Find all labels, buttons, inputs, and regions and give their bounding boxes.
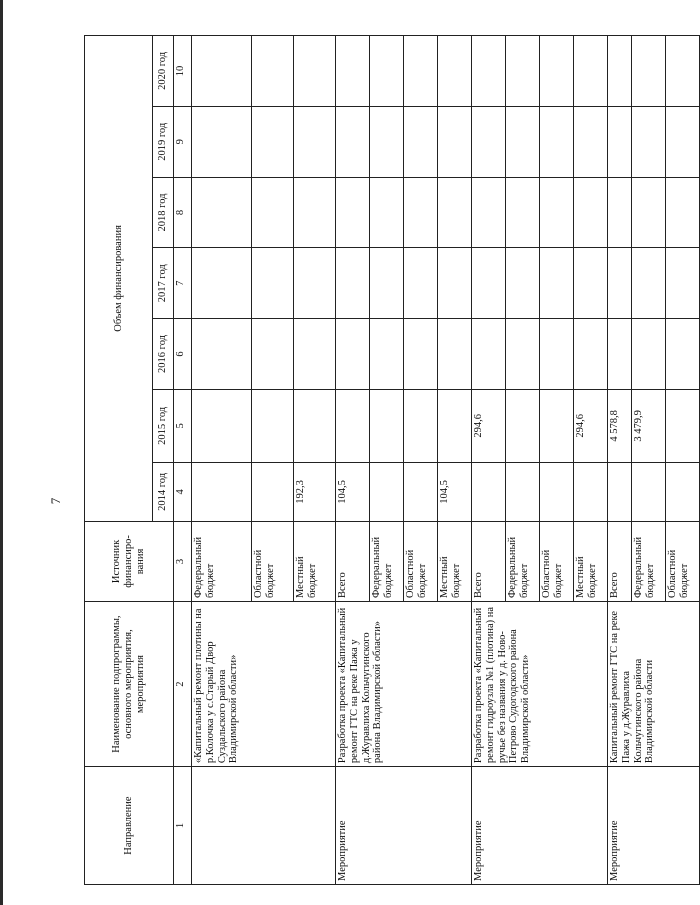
measure-name-cell: Разработка проекта «Капитальный ремонт гидроузла №1 (плотина) на ручье без названия у д. Ново-Петрово Судогодского района Владимирской области» [472,602,608,767]
table-row [192,36,252,885]
value-cell [472,36,506,107]
value-cell [608,36,632,107]
column-number-row [174,36,192,885]
value-2014 [574,462,608,521]
source-cell: Всего [608,521,632,601]
column-number: 9 [174,106,192,177]
source-cell: Областной бюджет [404,521,438,601]
value-cell [370,177,404,248]
value-cell [666,106,700,177]
value-cell [506,106,540,177]
value-2015: 294,6 [472,389,506,462]
value-cell [540,106,574,177]
value-cell [574,106,608,177]
source-cell: Областной бюджет [252,521,294,601]
value-2014 [632,462,666,521]
value-cell [294,177,336,248]
value-2014 [506,462,540,521]
value-2015: 4 578,8 [608,389,632,462]
value-cell [438,36,472,107]
value-cell [252,106,294,177]
value-cell [370,106,404,177]
value-cell [192,248,252,319]
year-header: 2016 год [153,319,174,390]
value-2015 [336,389,370,462]
value-2014 [608,462,632,521]
year-header: 2020 год [153,36,174,107]
measure-name-cell: Разработка проекта «Капитальный ремонт ГТС на реке Пажа у д.Журавлиха Кольчугинского района Владимирской области» [336,602,472,767]
value-cell [404,36,438,107]
value-cell [608,319,632,390]
scan-edge [0,0,3,905]
value-cell [370,36,404,107]
value-2015 [506,389,540,462]
value-2015 [252,389,294,462]
value-cell [540,177,574,248]
value-cell [404,106,438,177]
value-cell [336,36,370,107]
value-cell [666,36,700,107]
value-cell [574,177,608,248]
value-2014 [540,462,574,521]
value-cell [472,177,506,248]
value-cell [336,106,370,177]
value-cell [540,36,574,107]
measure-name-cell: «Капитальный ремонт плотины на р.Колочка у с.Старый Двор Суздальского района Владимирской области» [192,602,336,767]
source-cell: Всего [472,521,506,601]
column-number: 1 [174,767,192,885]
value-cell [404,177,438,248]
header-source: Источник финансиро-вания [85,521,174,601]
value-cell [540,319,574,390]
value-cell [632,177,666,248]
value-cell [438,106,472,177]
value-2015 [404,389,438,462]
value-cell [506,319,540,390]
value-cell [472,248,506,319]
value-cell [294,36,336,107]
value-cell [666,319,700,390]
value-2014 [370,462,404,521]
header-name: Наименование подпрограммы, основного мероприятия, мероприятия [85,602,174,767]
value-cell [336,248,370,319]
measure-name-cell: Капитальный ремонт ГТС на реке Пажа у д.Журавлиха Кольчугинского района Владимирской области [608,602,700,767]
year-header: 2014 год [153,462,174,521]
column-number: 3 [174,521,192,601]
value-cell [632,36,666,107]
table-row [608,36,632,885]
table-row [472,36,506,885]
value-cell [192,319,252,390]
value-2014 [472,462,506,521]
value-cell [192,177,252,248]
value-cell [632,106,666,177]
page-number: 7 [48,497,63,505]
value-cell [608,106,632,177]
source-cell: Местный бюджет [574,521,608,601]
rotated-page [84,35,690,885]
direction-cell [192,767,336,885]
value-2015: 294,6 [574,389,608,462]
value-cell [574,36,608,107]
table-body [85,36,700,885]
value-cell [252,248,294,319]
value-cell [574,248,608,319]
value-cell [608,248,632,319]
column-number: 6 [174,319,192,390]
value-cell [192,106,252,177]
value-2014: 104,5 [438,462,472,521]
direction-cell: Мероприятие [472,767,608,885]
value-cell [370,319,404,390]
value-cell [252,36,294,107]
financing-table [84,35,700,885]
value-cell [404,248,438,319]
value-cell [472,106,506,177]
value-cell [574,319,608,390]
value-cell [252,319,294,390]
value-cell [666,248,700,319]
value-2015 [666,389,700,462]
header-direction: Направление [85,767,174,885]
value-2014 [666,462,700,521]
direction-cell: Мероприятие [336,767,472,885]
source-cell: Областной бюджет [540,521,574,601]
value-cell [438,248,472,319]
header-volume: Объем финансирования [85,36,153,522]
value-2014 [404,462,438,521]
source-cell: Всего [336,521,370,601]
column-number: 8 [174,177,192,248]
header-row [85,36,153,885]
source-cell: Областной бюджет [666,521,700,601]
value-cell [294,106,336,177]
value-cell [666,177,700,248]
source-cell: Федеральный бюджет [506,521,540,601]
column-number: 4 [174,462,192,521]
value-2014: 104,5 [336,462,370,521]
source-cell: Федеральный бюджет [370,521,404,601]
value-cell [506,177,540,248]
value-cell [506,36,540,107]
value-cell [370,248,404,319]
value-cell [632,248,666,319]
value-cell [540,248,574,319]
value-2015 [438,389,472,462]
value-cell [506,248,540,319]
column-number: 7 [174,248,192,319]
value-cell [252,177,294,248]
value-2014 [192,462,252,521]
value-cell [632,319,666,390]
value-2014: 192,3 [294,462,336,521]
source-cell: Местный бюджет [294,521,336,601]
column-number: 2 [174,602,192,767]
value-cell [294,248,336,319]
year-header: 2018 год [153,177,174,248]
value-2015 [294,389,336,462]
value-2015 [540,389,574,462]
value-2015 [370,389,404,462]
direction-cell: Мероприятие [608,767,700,885]
value-cell [438,319,472,390]
value-cell [438,177,472,248]
source-cell: Федеральный бюджет [632,521,666,601]
year-header: 2015 год [153,389,174,462]
source-cell: Местный бюджет [438,521,472,601]
value-2015: 3 479,9 [632,389,666,462]
value-cell [608,177,632,248]
value-cell [336,177,370,248]
value-cell [472,319,506,390]
column-number: 5 [174,389,192,462]
column-number: 10 [174,36,192,107]
value-cell [192,36,252,107]
year-header: 2017 год [153,248,174,319]
value-2015 [192,389,252,462]
source-cell: Федеральный бюджет [192,521,252,601]
year-header: 2019 год [153,106,174,177]
value-cell [336,319,370,390]
value-cell [294,319,336,390]
value-2014 [252,462,294,521]
value-cell [404,319,438,390]
table-row [336,36,370,885]
